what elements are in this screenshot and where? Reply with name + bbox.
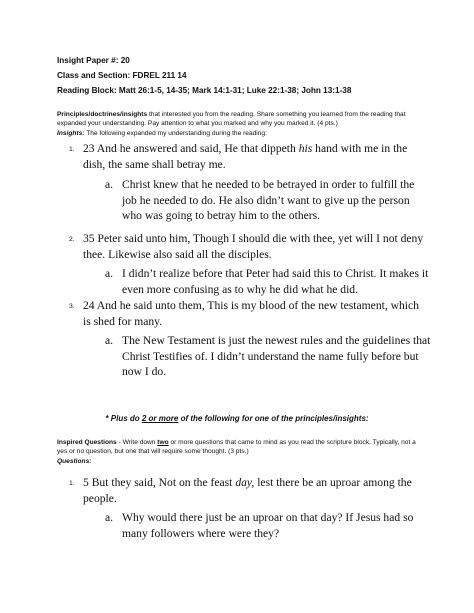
question-verse: 5 But they said, Not on the feast day, lest there be an uproar among the people. <box>83 476 412 505</box>
insight-paper-number: Insight Paper #: 20 <box>57 56 130 65</box>
plus-note: * Plus do 2 or more of the following for one of the principles/insights: <box>105 414 369 423</box>
insight-number: 2. <box>69 236 75 243</box>
response-text: Why would there just be an uproar on that day? If Jesus had so many followers where were they? <box>122 511 414 540</box>
response-label: a. <box>105 511 114 524</box>
principles-heading: Principles/doctrines/insights <box>57 111 148 118</box>
insights-text: The following expanded my understanding during the reading: <box>84 129 267 137</box>
inspired-heading: Inspired Questions <box>57 439 117 446</box>
insight-verse: 24 And he said unto them, This is my blood of the new testament, which is shed for many. <box>83 299 419 328</box>
principles-instructions <box>57 110 427 138</box>
response-label: a. <box>105 178 114 191</box>
insight-response <box>105 266 431 297</box>
class-and-section: Class and Section: FDREL 211 14 <box>57 71 187 80</box>
insight-response <box>105 333 431 380</box>
question-response <box>105 510 431 541</box>
question-number: 1. <box>69 480 75 487</box>
insight-verse: 35 Peter said unto him, Though I should die with thee, yet will I not deny thee. Likewise also said all the disciples. <box>83 232 424 261</box>
questions-label: Questions: <box>57 457 92 465</box>
response-text: The New Testament is just the newest rules and the guidelines that Christ Testifies of. I didn’t understand the name fully before but now I do. <box>122 334 431 379</box>
response-label: a. <box>105 334 114 347</box>
insight-number: 1. <box>69 146 75 153</box>
insight-number: 3. <box>69 303 75 310</box>
insight-verse: 23 And he answered and said, He that dippeth his hand with me in the dish, the same shall betray me. <box>83 142 408 171</box>
insights-label: Insights: <box>57 129 85 137</box>
insight-response <box>105 177 431 224</box>
response-text: Christ knew that he needed to be betrayed in order to fulfill the job he needed to do. He also didn’t want to give up the person who was going to betray him to the others. <box>122 178 415 223</box>
reading-block: Reading Block: Matt 26:1-5, 14-35; Mark 14:1-31; Luke 22:1-38; John 13:1-38 <box>57 86 352 95</box>
principles-text: that interested you from the reading. Share something you learned from the reading that expanded your understanding. Pay attention to what you marked and why you marked it. (4 pts.) <box>57 111 406 128</box>
inspired-questions-instructions: Inspired Questions - Write down two or more questions that came to mind as you read the scripture block. Typically, not a yes or no question, but one that will require some thought. (3 pts.) Questions: <box>57 439 416 465</box>
response-text: I didn’t realize before that Peter had said this to Christ. It makes it even more confusing as to why he did what he did. <box>122 267 429 296</box>
response-label: a. <box>105 267 114 280</box>
